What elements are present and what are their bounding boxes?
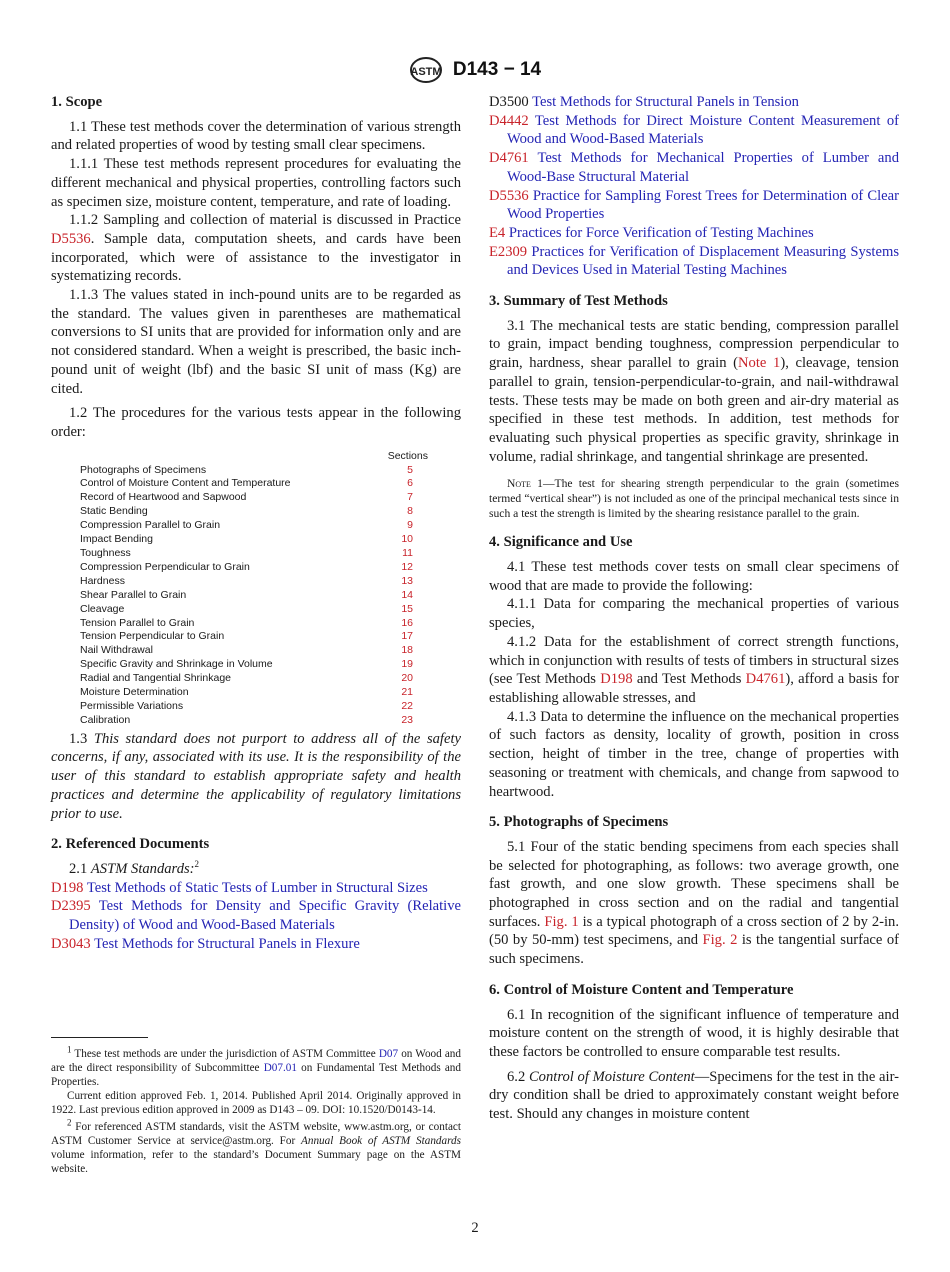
section-number-link[interactable]: 13 xyxy=(401,574,413,587)
reference-link[interactable]: D4442 xyxy=(489,112,529,129)
reference-link[interactable]: D4761 xyxy=(489,150,529,167)
text-run: 5.1 Four of the static bending specimens from each species shall be selected for photographing, as follows: two average growth, one fast growth, and one slow growth. These specimens shall be photographed in cross section and on the radial and tangential surfaces. xyxy=(489,838,899,930)
reference-link[interactable]: D2395 xyxy=(51,898,91,915)
section-heading xyxy=(489,981,899,1000)
table-row xyxy=(51,464,461,478)
text-run: Current edition approved Feb. 1, 2014. Published April 2014. Originally approved in 1922. Last previous edition approved in 2009 as D143 – 09. DOI: 10.1520/D0143-14. xyxy=(51,1090,461,1116)
table-row xyxy=(51,603,461,617)
table-row xyxy=(51,672,461,686)
paragraph xyxy=(489,633,899,708)
reference-link[interactable]: D198 xyxy=(600,671,633,688)
text-run: 1.3 xyxy=(69,730,94,747)
table-row xyxy=(51,561,461,575)
note xyxy=(489,476,899,521)
section-name: Control of Moisture Content and Temperature xyxy=(80,477,291,490)
paragraph xyxy=(51,155,461,211)
text-run: 1—The test for shearing strength perpendicular to the grain (sometimes termed “vertical shear”) is not included as one of the principal mechanical tests since in such a test the strength is limited by the shearing resistance parallel to the grain. xyxy=(489,477,899,521)
sections-table xyxy=(51,450,461,728)
paragraph xyxy=(51,118,461,155)
section-number-link[interactable]: 14 xyxy=(401,588,413,601)
text-run: 3. Summary of Test Methods xyxy=(489,293,668,310)
section-name: Hardness xyxy=(80,574,125,587)
section-number-link[interactable]: 8 xyxy=(407,505,413,518)
reference-link[interactable]: E2309 xyxy=(489,243,528,260)
table-row xyxy=(51,686,461,700)
table-row xyxy=(51,714,461,728)
section-name: Specific Gravity and Shrinkage in Volume xyxy=(80,658,273,671)
section-name: Static Bending xyxy=(80,505,148,518)
section-name: Compression Perpendicular to Grain xyxy=(80,560,250,573)
section-name: Tension Perpendicular to Grain xyxy=(80,630,225,643)
reference-entry xyxy=(489,187,899,224)
section-name: Radial and Tangential Shrinkage xyxy=(80,672,231,685)
text-run: is the tangential surface of such specimens. xyxy=(489,932,899,968)
table-row xyxy=(51,630,461,644)
reference-entry xyxy=(51,897,461,934)
reference-link[interactable]: Practices for Force Verification of Testing Machines xyxy=(508,224,814,241)
text-run: —Specimens for the test in the air-dry condition shall be dried to approximately constant weight before test. Should any changes in moisture content xyxy=(489,1068,899,1123)
section-name: Record of Heartwood and Sapwood xyxy=(80,491,247,504)
text-run: These test methods are under the jurisdiction of ASTM Committee xyxy=(71,1048,379,1060)
text-run: 1.1.2 Sampling and collection of material is discussed in Practice xyxy=(69,212,461,229)
reference-entry xyxy=(51,879,461,898)
reference-entry xyxy=(489,93,899,112)
table-row xyxy=(51,491,461,505)
text-run: Note xyxy=(507,477,531,491)
text-run: 2.1 xyxy=(69,861,91,877)
table-row xyxy=(51,617,461,631)
section-name: Calibration xyxy=(80,713,131,726)
section-number-link[interactable]: 5 xyxy=(407,463,413,476)
text-run: 4.1.2 Data for the establishment of correct strength functions, which in conjunction with results of tests of timbers in structural sizes (see Test Methods xyxy=(489,633,899,688)
reference-link[interactable]: Test Methods for Structural Panels in Flexure xyxy=(94,935,360,952)
reference-link[interactable]: Fig. 2 xyxy=(702,932,738,949)
text-run: ), cleavage, tension parallel to grain, tension-perpendicular-to-grain, and nail-withdrawal tests. These tests may be made on both green and air-dry material as specified in these test methods. In addition, test methods for evaluating such physical properties as specific gravity, shrinkage in volume, radial shrinkage, and tangential shrinkage are presented. xyxy=(489,355,899,465)
text-run: 6.2 xyxy=(507,1068,529,1085)
paragraph xyxy=(489,558,899,595)
reference-link[interactable]: D5536 xyxy=(51,230,91,247)
section-name: Moisture Determination xyxy=(80,686,189,699)
footnote xyxy=(51,1117,461,1176)
text-run: 2. Referenced Documents xyxy=(51,836,210,853)
footnote xyxy=(51,1044,461,1089)
paragraph xyxy=(51,404,461,441)
reference-link[interactable]: Test Methods for Mechanical Properties of Lumber and Wood-Base Structural Material xyxy=(507,150,900,185)
paragraph xyxy=(51,286,461,398)
text-run: . Sample data, computation sheets, and cards have been incorporated, which were of assistance to the investigator in systematizing records. xyxy=(51,230,461,285)
reference-link[interactable]: Test Methods for Density and Specific Gravity (Relative Density) of Wood and Wood-Based Materials xyxy=(69,898,461,934)
reference-link[interactable]: D4761 xyxy=(745,671,786,688)
reference-entry xyxy=(489,243,899,280)
text-run: 5. Photographs of Specimens xyxy=(489,814,669,831)
section-number-link[interactable]: 9 xyxy=(407,519,413,532)
reference-link[interactable]: Practice for Sampling Forest Trees for Determination of Clear Wood Properties xyxy=(507,187,899,223)
reference-link[interactable]: D07.01 xyxy=(263,1062,297,1074)
text-run: volume information, refer to the standard’s Document Summary page on the ASTM website. xyxy=(51,1149,461,1175)
reference-link[interactable]: Test Methods of Static Tests of Lumber in Structural Sizes xyxy=(86,879,428,896)
astm-logo-icon xyxy=(409,56,443,84)
reference-entry xyxy=(51,935,461,954)
reference-link[interactable]: D198 xyxy=(51,879,84,896)
section-name: Nail Withdrawal xyxy=(80,644,153,657)
section-number-link[interactable]: 18 xyxy=(401,644,413,657)
page-header xyxy=(0,56,950,84)
text-run: ), afford a basis for establishing allowable stresses, and xyxy=(489,671,899,706)
table-row xyxy=(51,700,461,714)
section-name: Impact Bending xyxy=(80,533,153,546)
text-run: 3.1 The mechanical tests are static bending, compression parallel to grain, impact bending toughness, compression perpendicular to grain, hardness, shear parallel to grain ( xyxy=(489,317,899,372)
section-name: Permissible Variations xyxy=(80,699,184,712)
section-heading xyxy=(51,835,461,854)
reference-link[interactable]: D3043 xyxy=(51,935,91,952)
table-row xyxy=(51,505,461,519)
table-row xyxy=(51,477,461,491)
reference-link[interactable]: Fig. 1 xyxy=(544,913,579,930)
footnotes xyxy=(51,1044,461,1176)
svg-text:ASTM: ASTM xyxy=(410,66,442,78)
section-number-link[interactable]: 11 xyxy=(402,547,413,559)
italic-text: This standard does not purport to address all of the safety concerns, if any, associated with its use. It is the responsibility of the user of this standard to establish appropriate safety and health practices and determine the applicability of regulatory limitations prior to use. xyxy=(51,730,461,822)
page-number: 2 xyxy=(471,1220,479,1236)
text-run: 1. Scope xyxy=(51,94,103,110)
text-run: 6. Control of Moisture Content and Temperature xyxy=(489,981,794,998)
paragraph xyxy=(489,1006,899,1062)
text-run: 1.1.3 The values stated in inch-pound units are to be regarded as the standard. The values given in parentheses are mathematical conversions to SI units that are provided for information only and are not considered standard. When a weight is prescribed, the basic inch-pound unit of weight (lbf) and the basic SI unit of mass (Kg) are cited. xyxy=(51,287,461,397)
section-name: Cleavage xyxy=(80,602,125,615)
text-run: 2 xyxy=(194,859,200,870)
table-row xyxy=(51,658,461,672)
table-row xyxy=(51,547,461,561)
section-name: Photographs of Specimens xyxy=(80,463,207,476)
text-run: on Wood and are the direct responsibility of Subcommittee xyxy=(51,1048,461,1074)
paragraph xyxy=(489,595,899,632)
section-number-link[interactable]: 6 xyxy=(407,477,413,490)
reference-link[interactable]: Test Methods for Structural Panels in Tension xyxy=(532,94,799,110)
table-row xyxy=(51,519,461,533)
paragraph xyxy=(51,211,461,286)
text-run xyxy=(91,898,99,914)
reference-link[interactable]: D07 xyxy=(378,1048,399,1060)
section-number-link[interactable]: 7 xyxy=(407,491,413,504)
paragraph xyxy=(489,1068,899,1124)
text-run: 4.1.1 Data for comparing the mechanical properties of various species, xyxy=(489,596,899,632)
text-run: 4.1.3 Data to determine the influence on the mechanical properties of such factors as density, locality of growth, position in cross section, height of timber in the tree, change of properties with seasoning or treatment with chemicals, and change from sapwood to heartwood. xyxy=(489,708,899,800)
left-column xyxy=(51,93,461,954)
section-name: Shear Parallel to Grain xyxy=(80,588,187,601)
text-run: 1.1 These test methods cover the determination of various strength and related properties of wood by testing small clear specimens. xyxy=(51,118,461,154)
text-run: and Test Methods xyxy=(632,671,746,688)
reference-link[interactable]: Test Methods for Direct Moisture Content Measurement of Wood and Wood-Based Materials xyxy=(507,112,899,148)
section-heading xyxy=(489,533,899,552)
text-run: 4.1 These test methods cover tests on small clear specimens of wood that are made to provide the following: xyxy=(489,559,899,594)
paragraph xyxy=(489,317,899,467)
text-run: on Fundamental Test Methods and Properties. xyxy=(51,1062,461,1088)
table-row xyxy=(51,589,461,603)
section-number-link[interactable]: 12 xyxy=(401,560,413,573)
section-name: Tension Parallel to Grain xyxy=(80,616,195,629)
section-name: Toughness xyxy=(80,547,131,559)
paragraph xyxy=(489,708,899,802)
table-row xyxy=(51,575,461,589)
section-number-link[interactable]: 20 xyxy=(401,672,413,685)
section-heading xyxy=(489,292,899,311)
text-run: 4. Significance and Use xyxy=(489,534,633,551)
italic-text: Annual Book of ASTM Standards xyxy=(301,1135,461,1147)
text-run: D3500 xyxy=(489,94,533,110)
text-run: For referenced ASTM standards, visit the ASTM website, www.astm.org, or contact ASTM Customer Service at service@astm.org. For xyxy=(51,1121,461,1147)
footnote-divider xyxy=(51,1037,148,1038)
section-number-link[interactable]: 16 xyxy=(401,616,413,629)
section-number-link[interactable]: 22 xyxy=(401,699,413,712)
section-number-link[interactable]: 19 xyxy=(401,658,413,671)
paragraph xyxy=(51,860,461,879)
sections-header: Sections xyxy=(387,449,428,462)
section-name: Compression Parallel to Grain xyxy=(80,519,221,532)
paragraph xyxy=(51,730,461,824)
text-run: 1.2 The procedures for the various tests appear in the following order: xyxy=(51,405,461,440)
section-heading xyxy=(489,813,899,832)
section-number-link[interactable]: 17 xyxy=(401,630,413,643)
text-run: 1.1.1 These test methods represent procedures for evaluating the different mechanical and physical properties, controlling factors such as specimen size, moisture content, temperature, and rate of loading. xyxy=(51,156,461,210)
footnote xyxy=(51,1089,461,1117)
italic-text: ASTM Standards: xyxy=(90,861,195,877)
section-number-link[interactable]: 15 xyxy=(401,602,413,615)
document-id: D143 − 14 xyxy=(452,59,542,80)
italic-text: Control of Moisture Content xyxy=(528,1068,695,1085)
table-row xyxy=(51,644,461,658)
reference-entry xyxy=(489,112,899,149)
right-column xyxy=(489,93,899,1124)
text-run: 2 xyxy=(67,1117,72,1128)
section-number-link[interactable]: 21 xyxy=(401,686,413,699)
reference-entry xyxy=(489,224,899,243)
reference-link[interactable]: Note 1 xyxy=(738,355,781,372)
section-number-link[interactable]: 10 xyxy=(401,533,413,546)
table-row xyxy=(51,533,461,547)
text-run: 6.1 In recognition of the significant influence of temperature and moisture content on the strength of wood, it is highly desirable that these factors be controlled to ensure comparable test results. xyxy=(489,1006,899,1060)
text-run: 1 xyxy=(67,1044,72,1055)
reference-link[interactable]: Practices for Verification of Displacement Measuring Systems and Devices Used in Material Testing Machines xyxy=(507,243,899,279)
text-run: is a typical photograph of a cross section of 2 by 2-in. (50 by 50-mm) test specimens, and xyxy=(489,913,900,949)
reference-link[interactable]: D5536 xyxy=(489,187,529,204)
section-number-link[interactable]: 23 xyxy=(401,713,413,726)
reference-link[interactable]: E4 xyxy=(489,224,506,241)
paragraph xyxy=(489,838,899,969)
reference-entry xyxy=(489,149,899,186)
section-heading xyxy=(51,93,461,112)
